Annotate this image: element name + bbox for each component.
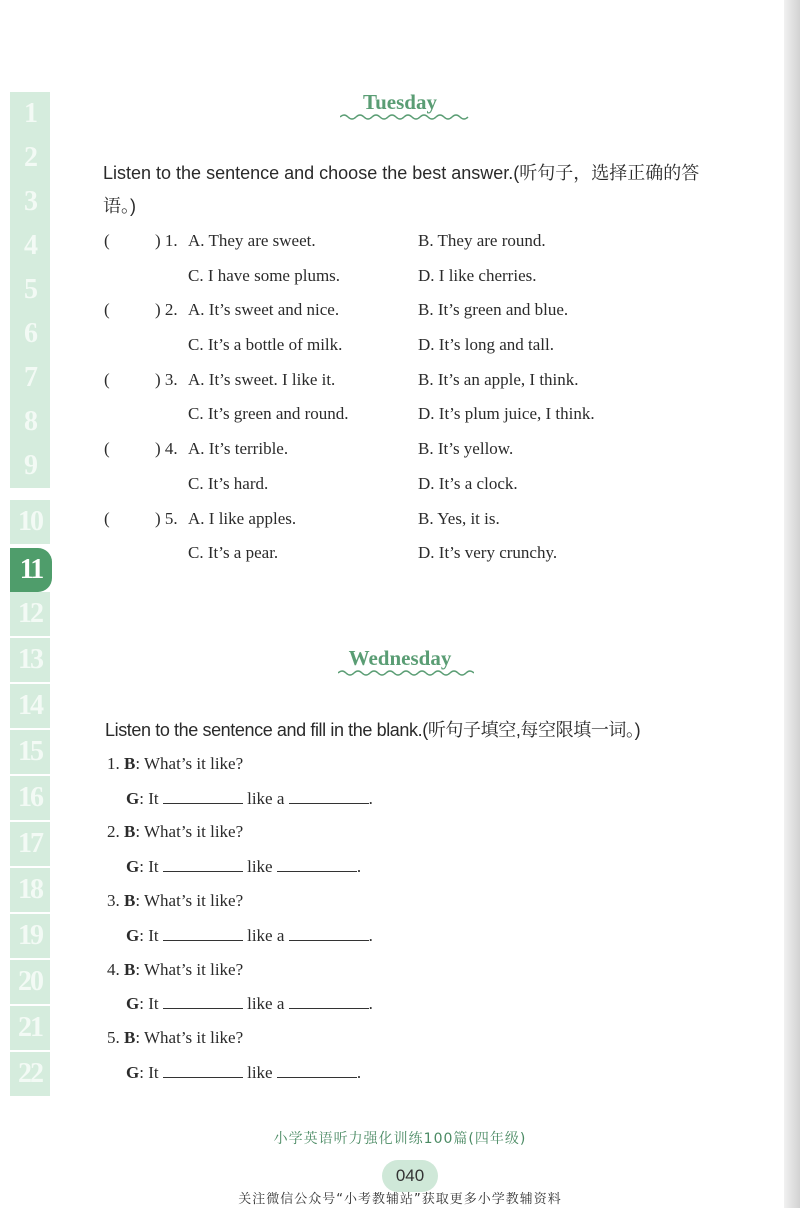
- dialog-g-line: [126, 789, 373, 809]
- unit-tab-11-active[interactable]: 11: [10, 548, 52, 592]
- g-end: .: [356, 857, 362, 876]
- question-number: ) 3.: [155, 370, 178, 389]
- g-start: : It: [139, 1063, 159, 1082]
- tuesday-instruction: Listen to the sentence and choose the best answer.(听句子，选择正确的答语。): [103, 163, 700, 216]
- fill-blank[interactable]: [163, 857, 243, 872]
- b-question: : What’s it like?: [135, 891, 244, 910]
- option-c: C. It’s a pear.: [188, 543, 279, 562]
- page-edge: [784, 0, 800, 1208]
- tuesday-wave-underline: [340, 113, 472, 121]
- item-number: 2.: [107, 822, 120, 841]
- speaker-g: G: [126, 1063, 140, 1082]
- tuesday-title: Tuesday: [363, 90, 437, 114]
- option-a: A. I like apples.: [188, 509, 297, 528]
- g-mid: like a: [247, 926, 285, 945]
- dialog-b-line: [107, 1028, 243, 1048]
- fill-blank[interactable]: [277, 1063, 357, 1078]
- option-a: A. It’s sweet. I like it.: [188, 370, 336, 389]
- fill-blank[interactable]: [289, 789, 369, 804]
- unit-tab-20[interactable]: 20: [10, 960, 50, 1004]
- wednesday-title: Wednesday: [348, 646, 452, 670]
- wednesday-wave-underline: [338, 669, 474, 677]
- unit-tab-5[interactable]: 5: [10, 268, 50, 312]
- g-end: .: [368, 789, 373, 808]
- item-number: 1.: [107, 754, 120, 773]
- g-mid: like a: [247, 994, 285, 1013]
- speaker-b: B: [124, 891, 136, 910]
- dialog-g-line: [126, 994, 373, 1014]
- unit-tab-9[interactable]: 9: [10, 444, 50, 488]
- option-c: C. I have some plums.: [188, 266, 341, 285]
- footer-note: 关注微信公众号“小考教辅站”获取更多小学教辅资料: [238, 1192, 562, 1207]
- option-c: C. It’s a bottle of milk.: [188, 335, 343, 354]
- option-a: A. They are sweet.: [188, 231, 316, 250]
- dialog-b-line: [107, 891, 243, 911]
- fill-blank[interactable]: [163, 1063, 243, 1078]
- option-b: B. They are round.: [418, 231, 546, 250]
- answer-paren[interactable]: (: [104, 231, 110, 250]
- speaker-g: G: [126, 789, 140, 808]
- g-mid: like a: [247, 789, 285, 808]
- g-start: : It: [139, 857, 159, 876]
- page-number: 040: [382, 1160, 438, 1192]
- question-number: ) 2.: [155, 300, 178, 319]
- unit-tab-21[interactable]: 21: [10, 1006, 50, 1050]
- g-end: .: [356, 1063, 362, 1082]
- option-d: D. It’s a clock.: [418, 474, 518, 493]
- question-number: ) 4.: [155, 439, 178, 458]
- fill-blank[interactable]: [289, 926, 369, 941]
- item-number: 5.: [107, 1028, 120, 1047]
- answer-paren[interactable]: (: [104, 509, 110, 528]
- unit-tab-16[interactable]: 16: [10, 776, 50, 820]
- unit-tab-13[interactable]: 13: [10, 638, 50, 682]
- option-b: B. It’s green and blue.: [418, 300, 569, 319]
- unit-tab-18[interactable]: 18: [10, 868, 50, 912]
- unit-tab-6[interactable]: 6: [10, 312, 50, 356]
- dialog-b-line: [107, 822, 243, 842]
- option-d: D. It’s plum juice, I think.: [418, 404, 595, 423]
- g-end: .: [368, 994, 373, 1013]
- question-number: ) 5.: [155, 509, 178, 528]
- unit-tab-22[interactable]: 22: [10, 1052, 50, 1096]
- speaker-b: B: [124, 822, 136, 841]
- fill-blank[interactable]: [277, 857, 357, 872]
- dialog-g-line: [126, 926, 373, 946]
- question-number: ) 1.: [155, 231, 178, 250]
- option-c: C. It’s hard.: [188, 474, 269, 493]
- g-start: : It: [139, 926, 159, 945]
- dialog-g-line: [126, 1063, 361, 1083]
- speaker-g: G: [126, 994, 140, 1013]
- speaker-g: G: [126, 857, 140, 876]
- option-a: A. It’s terrible.: [188, 439, 289, 458]
- dialog-b-line: [107, 754, 243, 774]
- unit-tab-4[interactable]: 4: [10, 224, 50, 268]
- fill-blank[interactable]: [163, 994, 243, 1009]
- g-start: : It: [139, 789, 159, 808]
- unit-tab-3[interactable]: 3: [10, 180, 50, 224]
- speaker-b: B: [124, 960, 136, 979]
- g-mid: like: [247, 857, 273, 876]
- item-number: 4.: [107, 960, 120, 979]
- g-start: : It: [139, 994, 159, 1013]
- option-d: D. It’s long and tall.: [418, 335, 554, 354]
- unit-tab-2[interactable]: 2: [10, 136, 50, 180]
- speaker-b: B: [124, 1028, 136, 1047]
- unit-tab-10[interactable]: 10: [10, 500, 50, 544]
- option-a: A. It’s sweet and nice.: [188, 300, 340, 319]
- book-title: 小学英语听力强化训练100篇(四年级): [273, 1131, 527, 1147]
- g-end: .: [368, 926, 373, 945]
- option-b: B. It’s yellow.: [418, 439, 514, 458]
- unit-tab-19[interactable]: 19: [10, 914, 50, 958]
- item-number: 3.: [107, 891, 120, 910]
- dialog-g-line: [126, 857, 361, 877]
- answer-paren[interactable]: (: [104, 370, 110, 389]
- fill-blank[interactable]: [163, 789, 243, 804]
- g-mid: like: [247, 1063, 273, 1082]
- b-question: : What’s it like?: [135, 1028, 244, 1047]
- unit-tab-15[interactable]: 15: [10, 730, 50, 774]
- b-question: : What’s it like?: [135, 960, 244, 979]
- b-question: : What’s it like?: [135, 754, 244, 773]
- answer-paren[interactable]: (: [104, 300, 110, 319]
- unit-tab-1[interactable]: 1: [10, 92, 50, 136]
- option-c: C. It’s green and round.: [188, 404, 349, 423]
- option-d: D. It’s very crunchy.: [418, 543, 558, 562]
- unit-tab-12[interactable]: 12: [10, 592, 50, 636]
- speaker-g: G: [126, 926, 140, 945]
- b-question: : What’s it like?: [135, 822, 244, 841]
- unit-tab-17[interactable]: 17: [10, 822, 50, 866]
- dialog-b-line: [107, 960, 243, 980]
- unit-tab-7[interactable]: 7: [10, 356, 50, 400]
- unit-tab-8[interactable]: 8: [10, 400, 50, 444]
- fill-blank[interactable]: [289, 994, 369, 1009]
- answer-paren[interactable]: (: [104, 439, 110, 458]
- option-b: B. It’s an apple, I think.: [418, 370, 579, 389]
- speaker-b: B: [124, 754, 136, 773]
- option-b: B. Yes, it is.: [418, 509, 500, 528]
- wednesday-instruction: Listen to the sentence and fill in the blank.(听句子填空,每空限填一词。): [105, 720, 641, 740]
- fill-blank[interactable]: [163, 926, 243, 941]
- option-d: D. I like cherries.: [418, 266, 537, 285]
- unit-tab-14[interactable]: 14: [10, 684, 50, 728]
